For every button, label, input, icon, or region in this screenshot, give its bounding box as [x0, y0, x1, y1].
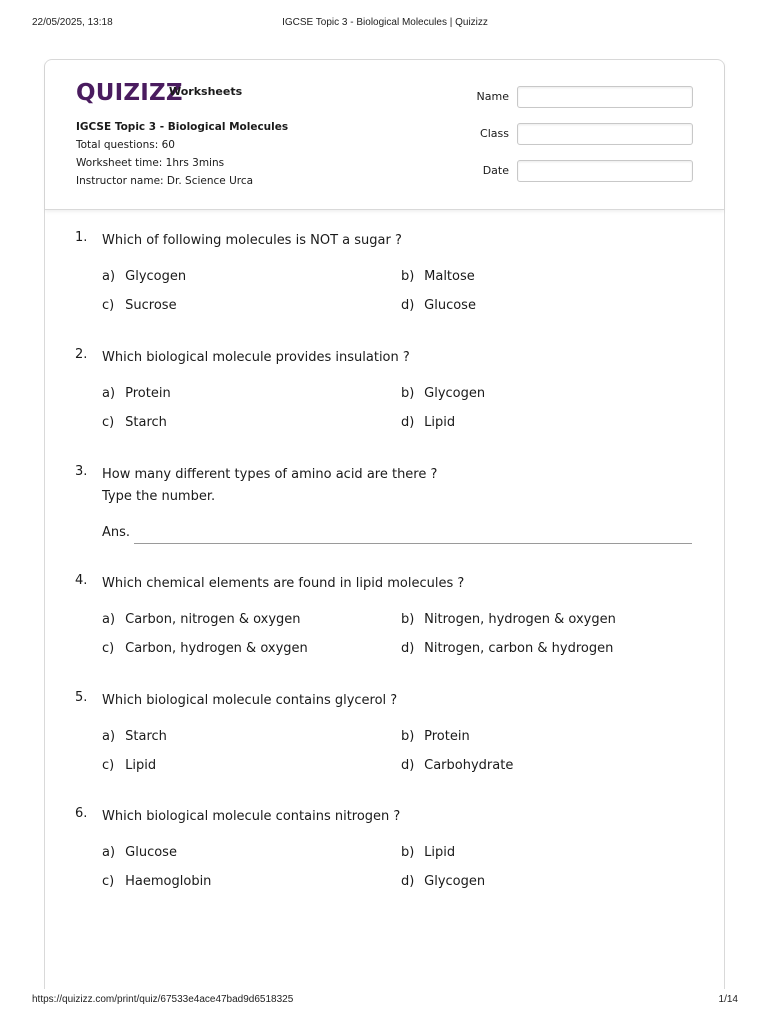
option-a	[102, 386, 171, 401]
question-text: Which chemical elements are found in lipid molecules ?	[102, 576, 465, 591]
option-b	[401, 386, 485, 401]
option-b	[401, 729, 470, 744]
option-a	[102, 269, 186, 284]
option-letter: d)	[401, 874, 415, 889]
question-text: Which of following molecules is NOT a sugar ?	[102, 233, 402, 248]
question-text: Which biological molecule provides insulation ?	[102, 350, 410, 365]
option-c	[102, 298, 177, 313]
worksheets-label: Worksheets	[169, 85, 243, 98]
option-c	[102, 415, 167, 430]
option-c	[102, 874, 211, 889]
option-b	[401, 612, 616, 627]
worksheet-time: Worksheet time: 1hrs 3mins	[76, 157, 225, 169]
name-label: Name	[476, 90, 509, 103]
print-header	[32, 17, 738, 31]
question-number: 4.	[75, 573, 88, 588]
option-b	[401, 269, 475, 284]
option-letter: a)	[102, 845, 116, 860]
quizizz-logo: QUIZIZZ	[76, 80, 183, 106]
option-letter: c)	[102, 415, 115, 430]
option-text: Carbon, hydrogen & oxygen	[125, 641, 308, 656]
option-text: Protein	[125, 386, 171, 401]
option-text: Nitrogen, hydrogen & oxygen	[424, 612, 616, 627]
option-letter: a)	[102, 729, 116, 744]
option-text: Haemoglobin	[125, 874, 212, 889]
option-text: Nitrogen, carbon & hydrogen	[424, 641, 614, 656]
option-text: Maltose	[424, 269, 475, 284]
option-letter: b)	[401, 269, 415, 284]
option-text: Glycogen	[424, 874, 486, 889]
question-instruction: Type the number.	[102, 489, 216, 504]
option-c	[102, 641, 308, 656]
date-field[interactable]	[517, 160, 693, 182]
option-letter: d)	[401, 298, 415, 313]
option-letter: b)	[401, 729, 415, 744]
option-text: Glucose	[424, 298, 476, 313]
option-text: Starch	[125, 415, 167, 430]
option-letter: c)	[102, 874, 115, 889]
question-number: 5.	[75, 690, 88, 705]
question-text: Which biological molecule contains nitrogen ?	[102, 809, 401, 824]
option-letter: d)	[401, 758, 415, 773]
option-text: Starch	[125, 729, 167, 744]
page-number: 1/14	[718, 994, 738, 1005]
option-text: Protein	[424, 729, 470, 744]
option-letter: c)	[102, 298, 115, 313]
option-text: Lipid	[125, 758, 157, 773]
question-number: 2.	[75, 347, 88, 362]
option-b	[401, 845, 455, 860]
date-label: Date	[482, 164, 509, 177]
option-text: Carbohydrate	[424, 758, 514, 773]
class-field[interactable]	[517, 123, 693, 145]
option-d	[401, 298, 476, 313]
answer-label: Ans.	[102, 525, 131, 540]
question-number: 6.	[75, 806, 88, 821]
question-number: 1.	[75, 230, 88, 245]
option-text: Glucose	[125, 845, 177, 860]
print-footer	[32, 994, 738, 1008]
total-questions: Total questions: 60	[76, 139, 175, 151]
option-text: Carbon, nitrogen & oxygen	[125, 612, 301, 627]
print-url: https://quizizz.com/print/quiz/67533e4ace47bad9d6518325	[32, 994, 294, 1005]
option-d	[401, 758, 513, 773]
option-text: Lipid	[424, 845, 456, 860]
option-letter: d)	[401, 415, 415, 430]
question-text: Which biological molecule contains glycerol ?	[102, 693, 398, 708]
print-datetime: 22/05/2025, 13:18	[32, 17, 113, 28]
option-c	[102, 758, 156, 773]
worksheet-title: IGCSE Topic 3 - Biological Molecules	[76, 121, 289, 133]
option-a	[102, 612, 301, 627]
option-letter: a)	[102, 612, 116, 627]
option-text: Lipid	[424, 415, 456, 430]
worksheet-header	[45, 60, 724, 210]
option-d	[401, 415, 455, 430]
option-letter: b)	[401, 845, 415, 860]
option-text: Glycogen	[125, 269, 187, 284]
option-a	[102, 729, 167, 744]
option-letter: c)	[102, 758, 115, 773]
option-letter: c)	[102, 641, 115, 656]
print-page-title: IGCSE Topic 3 - Biological Molecules | Quizizz	[282, 17, 488, 28]
worksheet-meta	[76, 118, 288, 190]
option-letter: b)	[401, 612, 415, 627]
option-letter: d)	[401, 641, 415, 656]
option-letter: a)	[102, 386, 116, 401]
option-letter: b)	[401, 386, 415, 401]
instructor-name: Instructor name: Dr. Science Urca	[76, 175, 254, 187]
question-number: 3.	[75, 464, 88, 479]
option-letter: a)	[102, 269, 116, 284]
name-field[interactable]	[517, 86, 693, 108]
class-label: Class	[480, 127, 509, 140]
option-a	[102, 845, 177, 860]
option-text: Glycogen	[424, 386, 486, 401]
option-text: Sucrose	[125, 298, 177, 313]
question-text: How many different types of amino acid are there ?	[102, 467, 438, 482]
option-d	[401, 641, 613, 656]
option-d	[401, 874, 485, 889]
answer-line[interactable]	[134, 543, 692, 544]
